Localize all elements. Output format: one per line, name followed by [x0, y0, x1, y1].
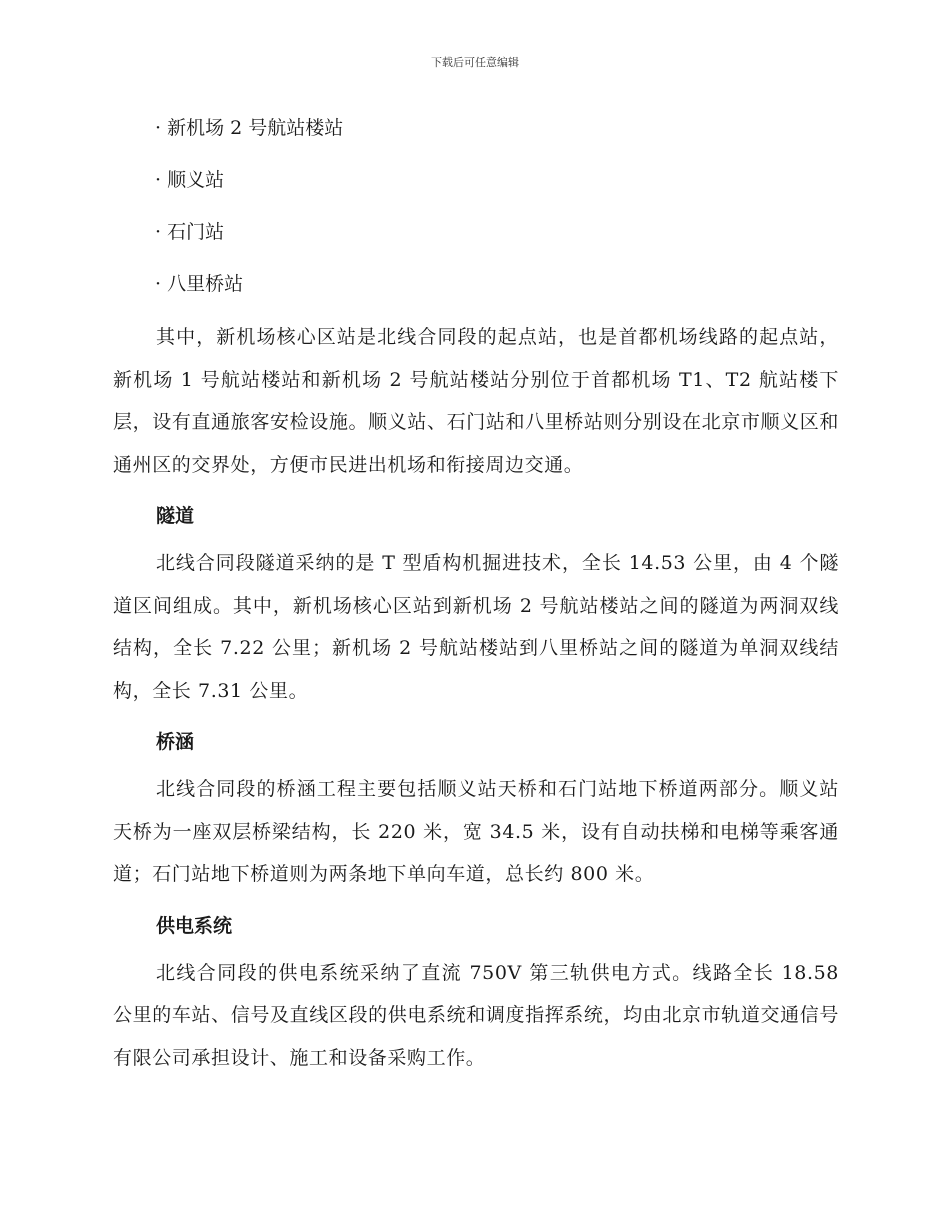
bullet-item: · 石门站 [155, 221, 225, 243]
section-body-bridge: 北线合同段的桥涵工程主要包括顺义站天桥和石门站地下桥道两部分。顺义站天桥为一座双层桥梁结构，长 220 米，宽 34.5 米，设有自动扶梯和电梯等乘客通道；石门站地下桥道则为两条地下单向车道，总长约 800 米。 [113, 778, 839, 885]
document-body [113, 108, 839, 1079]
bullet-item: · 新机场 2 号航站楼站 [155, 117, 344, 139]
intro-paragraph: 其中，新机场核心区站是北线合同段的起点站，也是首都机场线路的起点站，新机场 1 号航站楼站和新机场 2 号航站楼站分别位于首都机场 T1、T2 航站楼下层，设有直通旅客安检设施。顺义站、石门站和八里桥站则分别设在北京市顺义区和通州区的交界处，方便市民进出机场和衔接周边交通。 [113, 326, 839, 476]
section-heading-power: 供电系统 [156, 914, 233, 937]
section-heading-bridge: 桥涵 [156, 731, 195, 753]
section-heading-tunnel: 隧道 [156, 505, 195, 527]
page-header: 下载后可任意编辑 [431, 56, 519, 69]
bullet-item: · 顺义站 [155, 169, 225, 191]
bullet-item: · 八里桥站 [155, 273, 244, 295]
section-body-tunnel: 北线合同段隧道采纳的是 T 型盾构机掘进技术，全长 14.53 公里，由 4 个隧道区间组成。其中，新机场核心区站到新机场 2 号航站楼站之间的隧道为两洞双线结构，全长 7.22 公里；新机场 2 号航站楼站到八里桥站之间的隧道为单洞双线结构，全长 7.31 公里。 [113, 552, 839, 702]
section-body-power: 北线合同段的供电系统采纳了直流 750V 第三轨供电方式。线路全长 18.58 公里的车站、信号及直线区段的供电系统和调度指挥系统，均由北京市轨道交通信号有限公司承担设计、施工和设备采购工作。 [113, 961, 839, 1069]
